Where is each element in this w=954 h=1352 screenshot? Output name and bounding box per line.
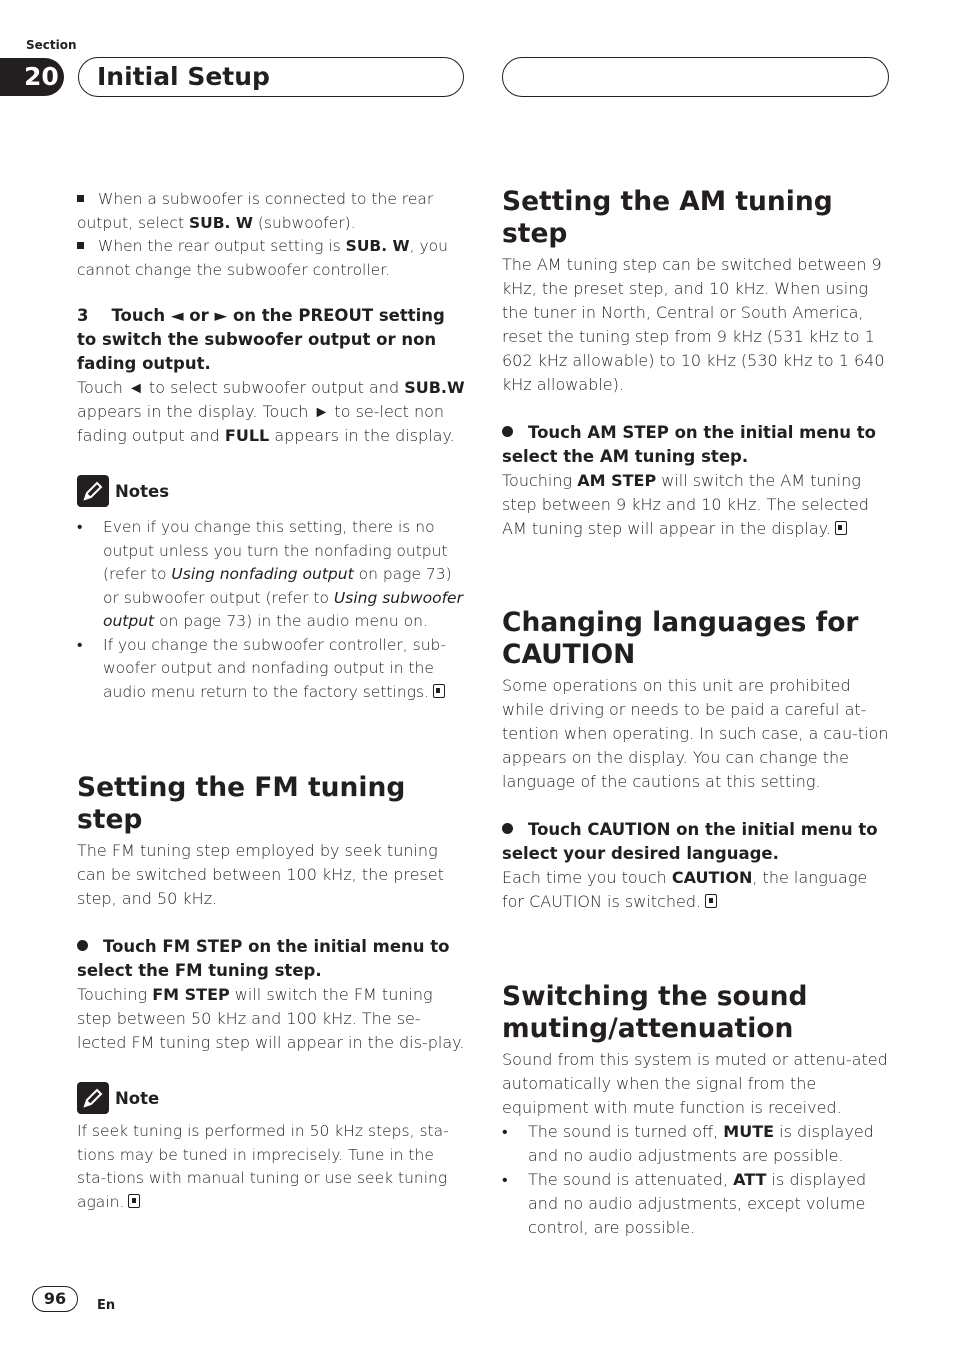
am-intro: The AM tuning step can be switched between 9 kHz, the preset step, and 10 kHz. When using the tuner in North, Central or South America, reset the tuning step from 9 kHz (531 kHz to 1 602 kHz allowable) to 10 kHz (530 kHz to 1 640 kHz allowable). (502, 255, 885, 394)
bullet-dot-icon (502, 823, 513, 834)
caution-section-title: Changing languages for CAUTION (502, 607, 859, 670)
pencil-note-icon (77, 475, 109, 507)
note-heading: Note (77, 1082, 465, 1114)
pencil-note-icon (77, 1082, 109, 1114)
notes-heading: Notes (77, 475, 465, 507)
page-title: Initial Setup (97, 62, 270, 91)
caution-step: Touch CAUTION on the initial menu to select your desired language. (502, 820, 878, 863)
mute-bullet: • The sound is turned off, MUTE is displayed and no audio adjustments are possible. (502, 1122, 874, 1165)
header-empty-frame (502, 57, 889, 97)
fm-note-text: If seek tuning is performed in 50 kHz steps, sta-tions may be tuned in imprecisely. Tune in the sta-tions with manual tuning or use seek tuning again. (77, 1122, 449, 1211)
end-mark-icon (705, 894, 717, 908)
am-section-title: Setting the AM tuning step (502, 186, 833, 249)
bullet-dot-icon (77, 940, 88, 951)
right-column (502, 186, 892, 1240)
section-label: Section (26, 38, 77, 52)
note-item: • If you change the subwoofer controller, sub-woofer output and nonfading output in the audio menu return to the factory settings. (77, 635, 446, 701)
section-number: 20 (0, 58, 64, 96)
sub-bullet: When a subwoofer is connected to the rear output, select SUB. W (subwoofer). (77, 190, 434, 232)
fm-section-title: Setting the FM tuning step (77, 772, 406, 835)
end-mark-icon (128, 1194, 140, 1208)
language-code: En (97, 1298, 116, 1313)
fm-intro: The FM tuning step employed by seek tuning can be switched between 100 kHz, the preset step, and 50 kHz. (77, 841, 444, 908)
step-3-heading: 3 Touch ◄ or ► on the PREOUT setting to switch the subwoofer output or non fading output. (77, 306, 451, 373)
mute-bullet: • The sound is attenuated, ATT is displayed and no audio adjustments, except volume control, are possible. (502, 1170, 867, 1237)
fm-step: Touch FM STEP on the initial menu to select the FM tuning step. (77, 937, 450, 980)
end-mark-icon (835, 521, 847, 535)
note-item: • Even if you change this setting, there is no output unless you turn the nonfading output (refer to Using nonfading output on page 73) or subwoofer output (refer to Using subwoofer output on page 73) in the audio menu on. (77, 518, 463, 630)
am-step: Touch AM STEP on the initial menu to select the AM tuning step. (502, 423, 876, 466)
mute-section-title: Switching the sound muting/attenuation (502, 981, 808, 1044)
end-mark-icon (433, 684, 445, 698)
caution-intro: Some operations on this unit are prohibited while driving or needs to be paid a careful at-tention when operating. In such case, a cau-tion appears on the display. You can change the language of the cautions at this setting. (502, 676, 889, 791)
page-number: 96 (32, 1286, 78, 1312)
caution-step-text: Each time you touch CAUTION, the language for CAUTION is switched. (502, 868, 868, 911)
sub-bullet: When the rear output setting is SUB. W, you cannot change the subwoofer controller. (77, 237, 448, 279)
square-bullet-icon (77, 242, 84, 249)
mute-intro: Sound from this system is muted or attenu-ated automatically when the signal from the equipment with mute function is received. (502, 1050, 888, 1117)
am-step-text: Touching AM STEP will switch the AM tuning step between 9 kHz and 10 kHz. The selected AM tuning step will appear in the display. (502, 471, 869, 538)
step-3-text: Touch ◄ to select subwoofer output and SUB.W appears in the display. Touch ► to se-lect non fading output and FULL appears in the display. (77, 378, 465, 445)
left-column (77, 188, 465, 1214)
fm-step-text: Touching FM STEP will switch the FM tuning step between 50 kHz and 100 kHz. The se-lected FM tuning step will appear in the dis-play. (77, 985, 465, 1052)
bullet-dot-icon (502, 426, 513, 437)
square-bullet-icon (77, 195, 84, 202)
